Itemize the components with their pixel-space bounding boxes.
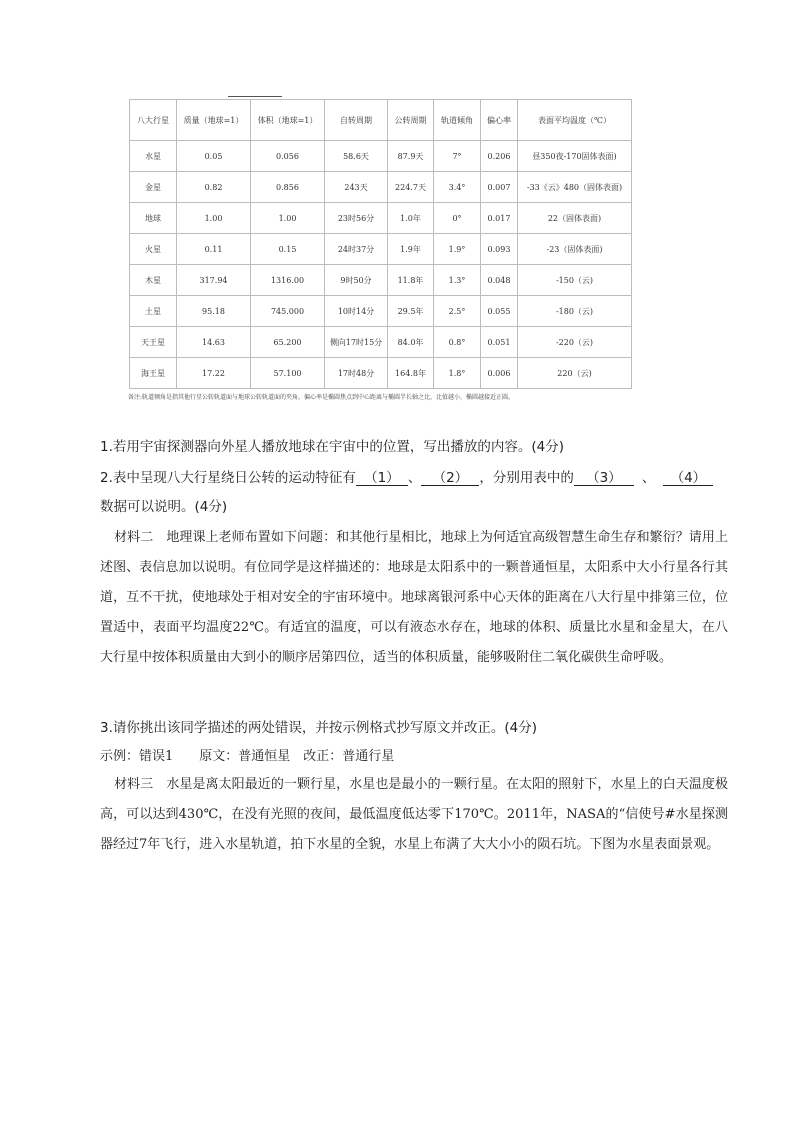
table-cell: 29.5年 [388, 296, 434, 327]
table-cell: 0.82 [177, 172, 251, 203]
table-cell: 火星 [130, 234, 177, 265]
table-cell: 243天 [325, 172, 388, 203]
table-cell: 木星 [130, 265, 177, 296]
table-cell: 87.9天 [388, 141, 434, 172]
table-cell: 22（固体表面) [518, 203, 632, 234]
table-cell: 1.3° [434, 265, 481, 296]
table-cell: 84.0年 [388, 327, 434, 358]
answer-blank-4[interactable]: （4） [663, 471, 713, 486]
question-2-text-2: ，分别用表中的 [479, 470, 574, 486]
table-cell: 侧向17时15分 [325, 327, 388, 358]
table-cell: -220（云) [518, 327, 632, 358]
header-mass: 质量（地球=1） [177, 100, 251, 141]
example-line: 示例：错误1 原文：普通恒星 改正：普通行星 [100, 749, 395, 764]
table-cell: 317.94 [177, 265, 251, 296]
table-cell: 1.8° [434, 358, 481, 389]
question-3: 3.请你挑出该同学描述的两处错误，并按示例格式抄写原文并改正。(4分) [100, 720, 538, 736]
table-row [130, 172, 632, 203]
table-cell: 0.15 [251, 234, 325, 265]
separator: 、 [407, 470, 422, 486]
table-cell: 0.056 [251, 141, 325, 172]
table-cell: 天王星 [130, 327, 177, 358]
separator: 、 [641, 470, 656, 486]
table-cell: 95.18 [177, 296, 251, 327]
table-cell: 11.8年 [388, 265, 434, 296]
table-cell: 9时50分 [325, 265, 388, 296]
table-cell: 0.051 [481, 327, 518, 358]
table-cell: 昼350夜-170固体表面) [518, 141, 632, 172]
table-cell: 0.093 [481, 234, 518, 265]
header-temperature: 表面平均温度（℃） [518, 100, 632, 141]
question-2 [100, 466, 713, 486]
table-cell: 14.63 [177, 327, 251, 358]
table-cell: -180（云) [518, 296, 632, 327]
answer-blank-3[interactable]: （3） [574, 471, 634, 486]
table-row [130, 203, 632, 234]
table-cell: 164.8年 [388, 358, 434, 389]
header-inclination: 轨道倾角 [434, 100, 481, 141]
table-cell: 0.048 [481, 265, 518, 296]
table-cell: 0.206 [481, 141, 518, 172]
question-2-line2: 数据可以说明。(4分) [100, 499, 228, 515]
table-cell: 10时14分 [325, 296, 388, 327]
table-cell: 224.7天 [388, 172, 434, 203]
table-cell: 24时37分 [325, 234, 388, 265]
header-planet: 八大行星 [130, 100, 177, 141]
material-3 [100, 770, 728, 860]
table-cell: 57.100 [251, 358, 325, 389]
header-revolution: 公转周期 [388, 100, 434, 141]
table-cell: 2.5° [434, 296, 481, 327]
table-row [130, 265, 632, 296]
planet-table [129, 99, 632, 389]
table-cell: 1.9° [434, 234, 481, 265]
table-cell: 1.9年 [388, 234, 434, 265]
table-cell: 0.017 [481, 203, 518, 234]
table-row [130, 327, 632, 358]
table-cell: 23时56分 [325, 203, 388, 234]
table-cell: 1.00 [177, 203, 251, 234]
table-cell: 土星 [130, 296, 177, 327]
table-cell: 0.05 [177, 141, 251, 172]
table-row [130, 296, 632, 327]
table-cell: 1316.00 [251, 265, 325, 296]
table-row [130, 141, 632, 172]
table-cell: 7° [434, 141, 481, 172]
table-cell: 745.000 [251, 296, 325, 327]
table-cell: 0.055 [481, 296, 518, 327]
table-cell: 65.200 [251, 327, 325, 358]
table-header-row [130, 100, 632, 141]
question-1: 1.若用宇宙探测器向外星人播放地球在宇宙中的位置，写出播放的内容。(4分) [100, 439, 565, 455]
table-cell: -33《云》480（固体表面) [518, 172, 632, 203]
table-cell: 0.8° [434, 327, 481, 358]
table-row [130, 358, 632, 389]
table-cell: 0.11 [177, 234, 251, 265]
table-cell: 1.00 [251, 203, 325, 234]
answer-blank-2[interactable]: （2） [421, 471, 479, 486]
table-cell: 220（云) [518, 358, 632, 389]
table-cell: 3.4° [434, 172, 481, 203]
header-eccentricity: 偏心率 [481, 100, 518, 141]
table-cell: -23（固体表面) [518, 234, 632, 265]
material-2 [100, 523, 728, 673]
table-cell: 17.22 [177, 358, 251, 389]
table-cell: 水星 [130, 141, 177, 172]
table-cell: -150（云) [518, 265, 632, 296]
table-cell: 1.0年 [388, 203, 434, 234]
header-rotation: 自转周期 [325, 100, 388, 141]
question-2-text: 2.表中呈现八大行星绕日公转的运动特征有 [100, 470, 356, 486]
table-cell: 0.856 [251, 172, 325, 203]
table-cell: 金星 [130, 172, 177, 203]
header-rule [228, 96, 282, 97]
header-volume: 体积（地球=1） [251, 100, 325, 141]
table-note: 备注:轨道倾角是指其他行星公转轨道面与地球公转轨道面的夹角。偏心率是椭圆焦点到中心距离与椭圆半长轴之比，比值越小，椭圆越接近正圆。 [128, 394, 515, 401]
table-cell: 58.6天 [325, 141, 388, 172]
table-cell: 地球 [130, 203, 177, 234]
table-cell: 0° [434, 203, 481, 234]
table-row [130, 234, 632, 265]
answer-blank-1[interactable]: （1） [356, 471, 408, 486]
material-3-text: 材料三 水星是离太阳最近的一颗行星，水星也是最小的一颗行星。在太阳的照射下，水星上的白天温度极高，可以达到430℃，在没有光照的夜间，最低温度低达零下170℃。2011年，NASA的“信使号#水星探测器经过7年飞行，进入水星轨道，拍下水星的全貌，水星上布满了大大小小的陨石坑。下图为水星表面景观。 [100, 777, 728, 852]
table-cell: 0.006 [481, 358, 518, 389]
table-cell: 海王星 [130, 358, 177, 389]
table-cell: 0.007 [481, 172, 518, 203]
table-cell: 17时48分 [325, 358, 388, 389]
material-2-text: 材料二 地理课上老师布置如下问题：和其他行星相比，地球上为何适宜高级智慧生命生存和繁衍？请用上述图、表信息加以说明。有位同学是这样描述的：地球是太阳系中的一颗普通恒星，太阳系中大小行星各行其道，互不干扰，使地球处于相对安全的宇宙环境中。地球离银河系中心天体的距离在八大行星中排第三位，位置适中，表面平均温度22℃。有适宜的温度，可以有液态水存在，地球的体积、质量比水星和金星大，在八大行星中按体积质量由大到小的顺序居第四位，适当的体积质量，能够吸附住二氧化碳供生命呼吸。 [100, 530, 728, 665]
